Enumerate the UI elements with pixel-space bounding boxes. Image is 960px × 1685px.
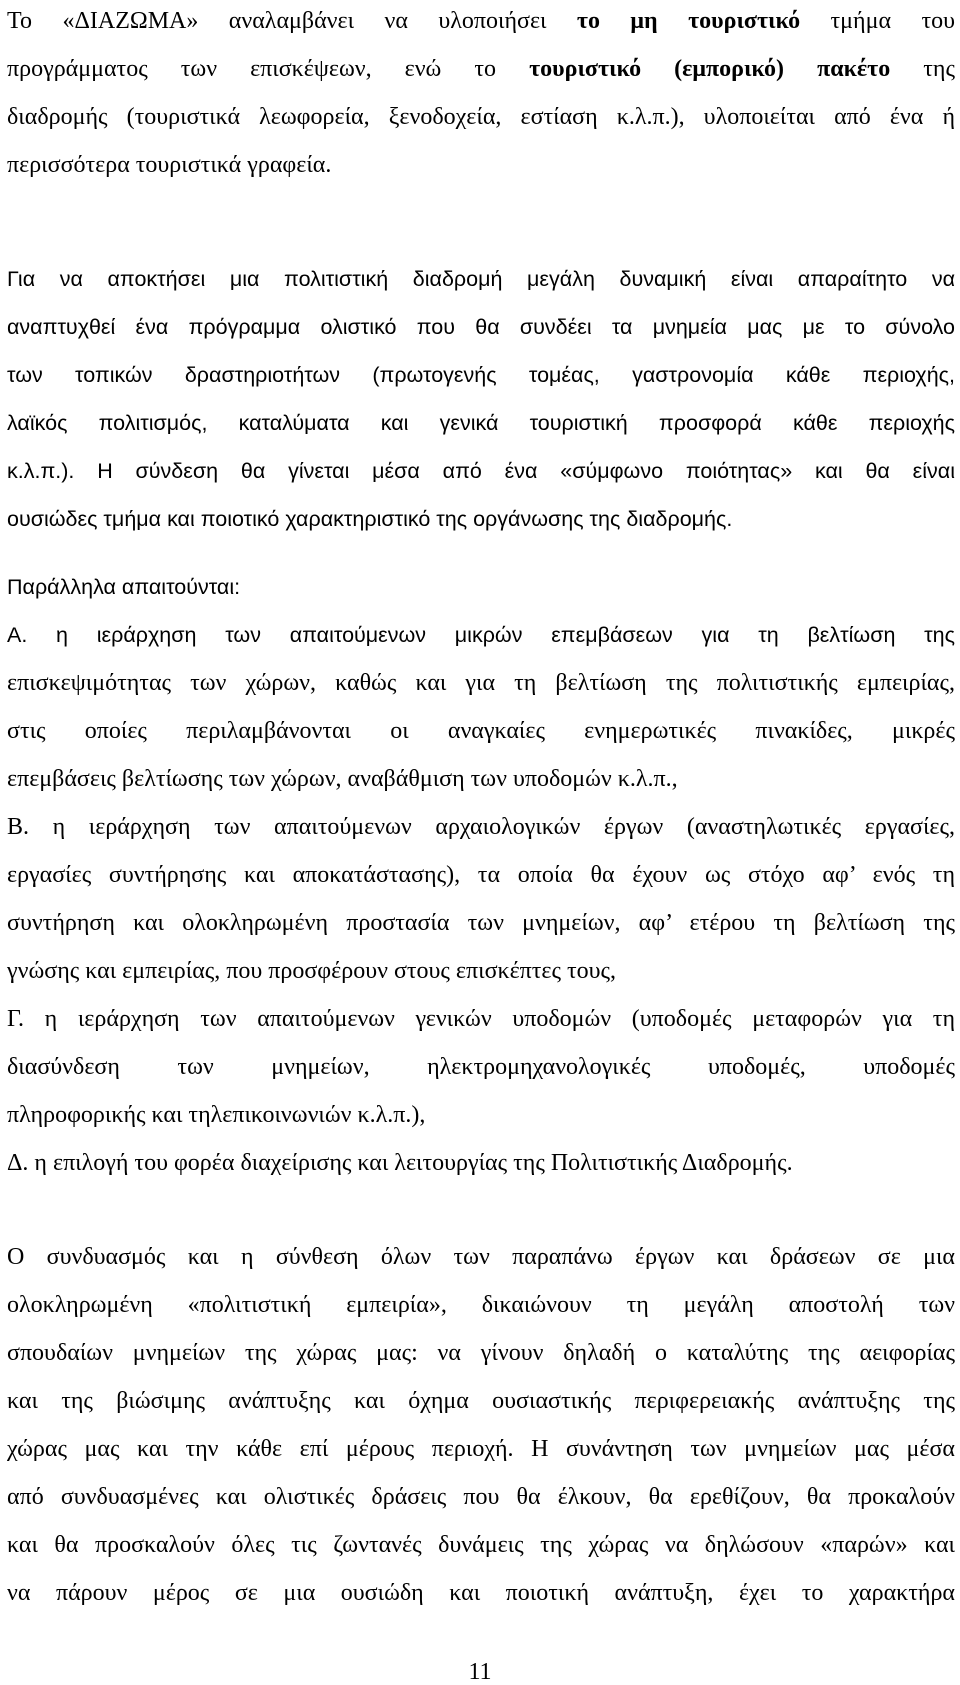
route-line: ουσιώδες τμήμα και ποιοτικό χαρακτηριστικό της οργάνωσης της διαδρομής. <box>7 507 733 531</box>
intro-line: περισσότερα τουριστικά γραφεία. <box>7 152 332 178</box>
route-line: κ.λ.π.). Η σύνδεση θα γίνεται μέσα από ένα «σύμφωνο ποιότητας» και θα είναι <box>7 459 955 483</box>
synthesis-paragraph <box>7 1233 955 1617</box>
intro-line: Το «ΔΙΑΖΩΜΑ» αναλαμβάνει να υλοποιήσει το μη τουριστικό τμήμα του <box>7 8 955 34</box>
route-paragraph <box>7 255 955 543</box>
synthesis-line: Ο συνδυασμός και η σύνθεση όλων των παραπάνω έργων και δράσεων σε μια <box>7 1244 955 1270</box>
route-line: των τοπικών δραστηριοτήτων (πρωτογενής τομέας, γαστρονομία κάθε περιοχής, <box>7 363 955 387</box>
list-line: Γ. η ιεράρχηση των απαιτούμενων γενικών υποδομών (υποδομές μεταφορών για τη <box>7 1006 955 1032</box>
intro-line: διαδρομής (τουριστικά λεωφορεία, ξενοδοχεία, εστίαση κ.λ.π.), υλοποιείται από ένα ή <box>7 104 955 130</box>
synthesis-line: και της βιώσιμης ανάπτυξης και όχημα ουσιαστικής περιφερειακής ανάπτυξης της <box>7 1388 955 1414</box>
route-line: λαϊκός πολιτισμός, καταλύματα και γενικά τουριστική προσφορά κάθε περιοχής <box>7 411 955 435</box>
document-page <box>7 0 955 1617</box>
list-line: εργασίες συντήρησης και αποκατάστασης), τα οποία θα έχουν ως στόχο αφ’ ενός τη <box>7 862 955 888</box>
synthesis-line: χώρας μας και την κάθε επί μέρους περιοχή. Η συνάντηση των μνημείων μας μέσα <box>7 1436 955 1462</box>
list-line: στις οποίες περιλαμβάνονται οι αναγκαίες ενημερωτικές πινακίδες, μικρές <box>7 718 955 744</box>
requirements-heading: Παράλληλα απαιτούνται: <box>7 575 241 599</box>
list-line: επεμβάσεις βελτίωσης των χώρων, αναβάθμιση των υποδομών κ.λ.π., <box>7 766 678 792</box>
list-a <box>7 611 955 803</box>
synthesis-line: σπουδαίων μνημείων της χώρας μας: να γίνουν δηλαδή ο καταλύτης της αειφορίας <box>7 1340 955 1366</box>
route-line: αναπτυχθεί ένα πρόγραμμα ολιστικό που θα συνδέει τα μνημεία μας με το σύνολο <box>7 315 955 339</box>
intro-line: προγράμματος των επισκέψεων, ενώ το τουριστικό (εμπορικό) πακέτο της <box>7 56 955 82</box>
intro-paragraph <box>7 0 955 189</box>
list-line: επισκεψιμότητας των χώρων, καθώς και για τη βελτίωση της πολιτιστικής εμπειρίας, <box>7 670 955 696</box>
list-line: διασύνδεση των μνημείων, ηλεκτρομηχανολογικές υποδομές, υποδομές <box>7 1054 955 1080</box>
list-line: συντήρηση και ολοκληρωμένη προστασία των μνημείων, αφ’ ετέρου τη βελτίωση της <box>7 910 955 936</box>
synthesis-line: να πάρουν μέρος σε μια ουσιώδη και ποιοτική ανάπτυξη, έχει το χαρακτήρα <box>7 1580 955 1606</box>
list-line: Β. η ιεράρχηση των απαιτούμενων αρχαιολογικών έργων (αναστηλωτικές εργασίες, <box>7 814 955 840</box>
list-d <box>7 1139 955 1187</box>
list-line: γνώσης και εμπειρίας, που προσφέρουν στους επισκέπτες τους, <box>7 958 617 984</box>
synthesis-line: από συνδυασμένες και ολιστικές δράσεις που θα έλκουν, θα ερεθίζουν, θα προκαλούν <box>7 1484 955 1510</box>
page-number: 11 <box>468 1659 492 1685</box>
list-line: πληροφορικής και τηλεπικοινωνιών κ.λ.π.), <box>7 1102 426 1128</box>
synthesis-line: ολοκληρωμένη «πολιτιστική εμπειρία», δικαιώνουν τη μεγάλη αποστολή των <box>7 1292 955 1318</box>
list-b <box>7 803 955 995</box>
list-line: Α. η ιεράρχηση των απαιτούμενων μικρών επεμβάσεων για τη βελτίωση της <box>7 623 955 647</box>
list-c <box>7 995 955 1139</box>
synthesis-line: και θα προσκαλούν όλες τις ζωντανές δυνάμεις της χώρας να δηλώσουν «παρών» και <box>7 1532 955 1558</box>
list-line: Δ. η επιλογή του φορέα διαχείρισης και λειτουργίας της Πολιτιστικής Διαδρομής. <box>7 1150 793 1176</box>
route-line: Για να αποκτήσει μια πολιτιστική διαδρομή μεγάλη δυναμική είναι απαραίτητο να <box>7 267 955 291</box>
